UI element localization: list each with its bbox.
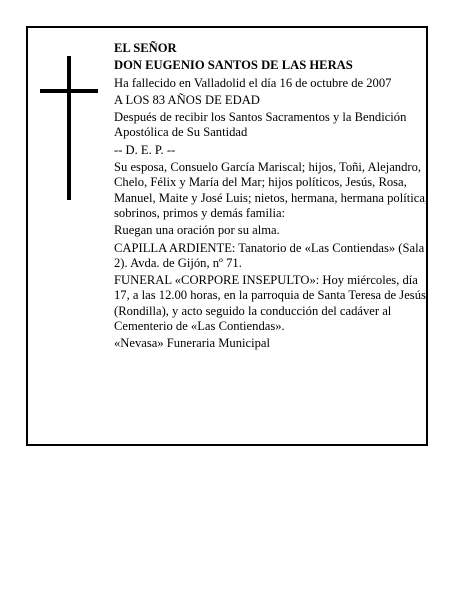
chapel-text: CAPILLA ARDIENTE: Tanatorio de «Las Contiendas» (Sala 2). Avda. de Gijón, nº 71.: [114, 240, 425, 270]
notice-title-line-1: EL SEÑOR: [114, 41, 177, 55]
sacraments-text: Después de recibir los Santos Sacramentos y la Bendición Apostólica de Su Santidad: [114, 110, 407, 140]
deceased-age: A LOS 83 AÑOS DE EDAD: [114, 92, 260, 107]
prayer-text: Ruegan una oración por su alma.: [114, 223, 280, 238]
cross-horizontal-bar: [40, 89, 98, 93]
obituary-notice: [26, 26, 428, 446]
latin-cross-icon: [40, 56, 98, 200]
notice-text: [114, 41, 430, 354]
cross-vertical-bar: [67, 56, 71, 200]
deceased-name: DON EUGENIO SANTOS DE LAS HERAS: [114, 58, 353, 73]
death-place-date: Ha fallecido en Valladolid el día 16 de octubre de 2007: [114, 75, 392, 90]
funeral-home-text: «Nevasa» Funeraria Municipal: [114, 336, 270, 351]
funeral-text: FUNERAL «CORPORE INSEPULTO»: Hoy miércoles, día 17, a las 12.00 horas, en la parroquia de Santa Teresa de Jesús (Rondilla), y acto seguido la conducción del cadáver al Cementerio de «Las Contiendas».: [114, 273, 426, 334]
family-text: Su esposa, Consuelo García Mariscal; hijos, Toñi, Alejandro, Chelo, Félix y María del Mar; hijos políticos, Jesús, Rosa, Manuel, Maite y José Luis; nietos, hermana, hermana política, sobrinos, primos y demás familia:: [114, 160, 429, 220]
rip-text: -- D. E. P. --: [114, 142, 176, 157]
